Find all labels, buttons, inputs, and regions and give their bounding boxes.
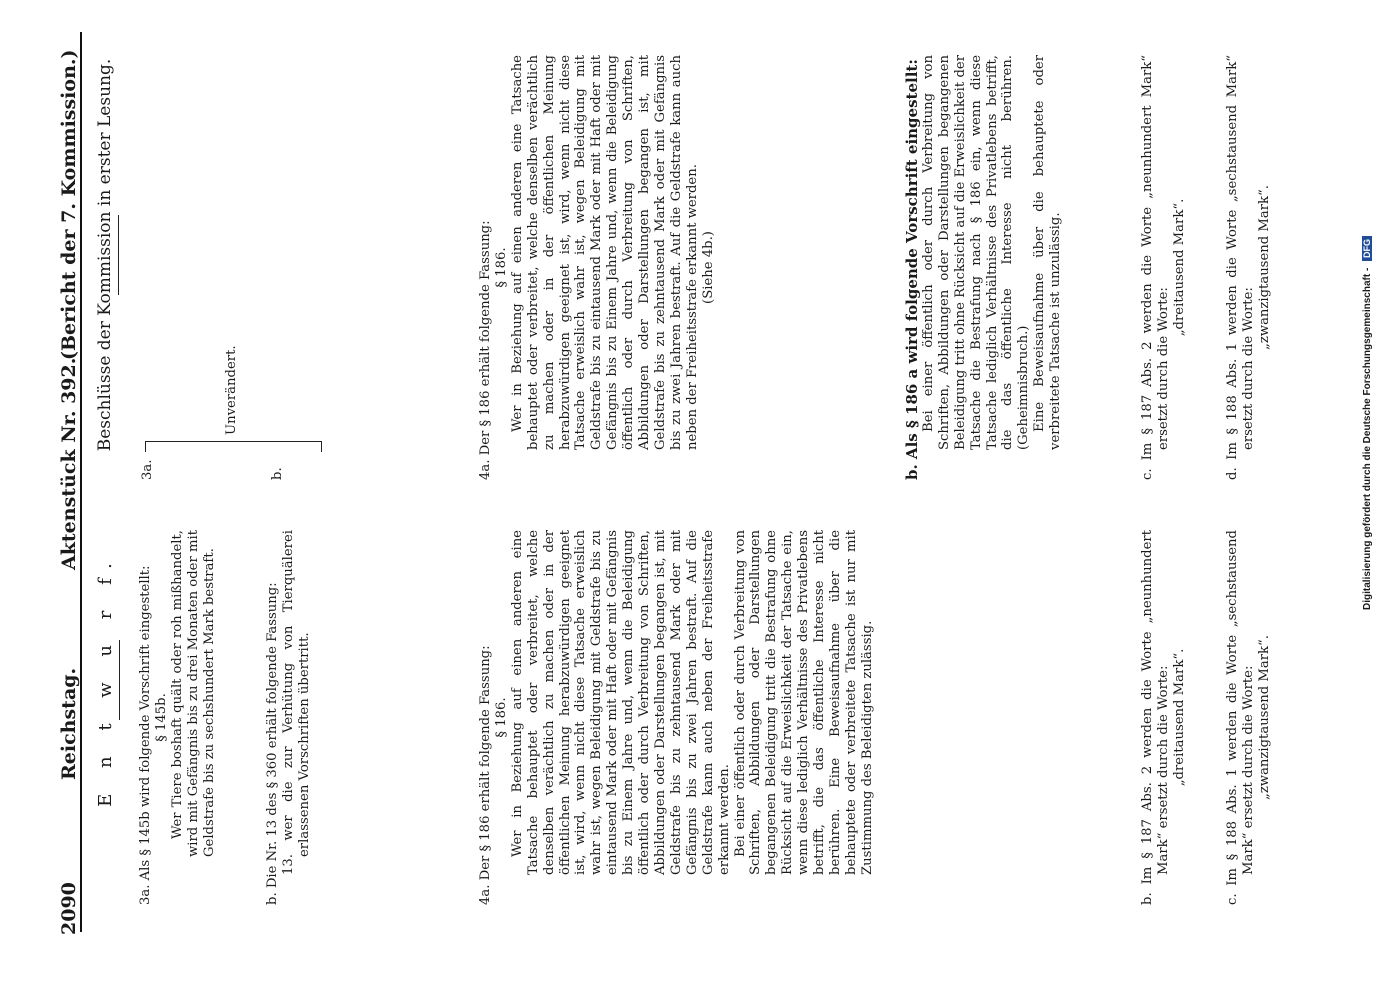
right-label-b: b. bbox=[270, 467, 285, 480]
right-section-b-text-2: Eine Beweisaufnahme über die behauptete oder verbreitete Tatsache ist unzulässig. bbox=[1032, 55, 1064, 450]
section-c188-text: c. Im § 188 Abs. 1 werden die Worte „sechstausend Mark“ ersetzt durch die Worte: bbox=[1225, 530, 1256, 905]
section-b-heading: b. Die Nr. 13 des § 360 erhält folgende Fassung: bbox=[265, 582, 280, 905]
right-section-d188-quote: „zwanzigtausend Mark“. bbox=[1256, 185, 1272, 350]
left-section-4a bbox=[478, 530, 876, 905]
section-b187-text: b. Im § 187 Abs. 2 werden die Worte „neunhundert Mark“ ersetzt durch die Worte: bbox=[1140, 530, 1171, 905]
dfg-note bbox=[1362, 0, 1382, 1000]
reichstag-label: Reichstag. bbox=[58, 667, 80, 780]
dfg-logo: DFG bbox=[1362, 236, 1372, 261]
section-3a-heading: 3a. Als § 145b wird folgende Vorschrift eingestellt: bbox=[138, 565, 153, 905]
aktenstueck-label: Aktenstück Nr. 392. bbox=[58, 357, 80, 570]
page-number: 2090 bbox=[58, 882, 80, 935]
right-section-c187-quote: „dreitausend Mark“. bbox=[1171, 198, 1187, 337]
para-186-text-1: Wer in Beziehung auf einen anderen eine Tatsache behauptet oder verbreitet, welche denselben verächtlich zu machen oder in der öffentlichen Meinung herabzuwürdigen geeignet ist, wird, wenn nicht diese Tatsache erweislich wahr ist, wegen Beleidigung mit Geldstrafe bis zu eintausend Mark oder mit Haft oder mit Gefängnis bis zu Einem Jahre und, wenn die Beleidigung öffentlich oder durch Verbreitung von Schriften, Abbildungen oder Darstellungen begangen ist, mit Geldstrafe bis zu zehntausend Mark oder mit Gefängnis bis zu zwei Jahren bestraft. Auf die Geldstrafe kann auch neben der Freiheitsstrafe erkannt werden. bbox=[509, 530, 732, 875]
bericht-label: (Bericht der 7. Kommission.) bbox=[58, 49, 80, 360]
para-145b-text: Wer Tiere boshaft quält oder roh mißhandelt, wird mit Gefängnis bis zu drei Monaten oder mit Geldstrafe bis zu sechshundert Mark bestraft. bbox=[169, 530, 217, 857]
right-section-b bbox=[905, 55, 1064, 480]
left-section-3a bbox=[138, 530, 218, 905]
right-section-d188-text: d. Im § 188 Abs. 1 werden die Worte „sechstausend Mark“ ersetzt durch die Worte: bbox=[1225, 55, 1256, 480]
right-para-186-text: Wer in Beziehung auf einen anderen eine Tatsache behauptet oder verbreitet, welche denselben verächtlich zu machen oder in der öffentlichen Meinung herabzuwürdigen geeignet ist, wird, wenn nicht diese Tatsache erweislich wahr ist, wegen Beleidigung mit Geldstrafe bis zu eintausend Mark oder mit Haft oder mit Gefängnis bis zu Einem Jahre und, wenn die Beleidigung öffentlich oder durch Verbreitung von Schriften, Abbildungen oder Darstellungen begangen ist, mit Geldstrafe bis zu zehntausend Mark oder mit Gefängnis bis zu zwei Jahren bestraft. Auf die Geldstrafe kann auch neben der Freiheitsstrafe erkannt werden. bbox=[509, 55, 700, 450]
para-145b: § 145b. bbox=[153, 693, 169, 742]
right-label-3a: 3a. bbox=[140, 459, 155, 480]
right-section-4a bbox=[478, 55, 717, 480]
dfg-note-text: Digitalisierung gefördert durch die Deutsche Forschungsgemeinschaft - bbox=[1362, 267, 1373, 610]
right-para-186: § 186. bbox=[493, 247, 509, 288]
unchanged-label: Unverändert. bbox=[224, 345, 239, 435]
right-section-c187-text: c. Im § 187 Abs. 2 werden die Worte „neunhundert Mark“ ersetzt durch die Worte: bbox=[1140, 55, 1171, 480]
right-section-d188 bbox=[1225, 55, 1273, 480]
right-section-b-text-1: Bei einer öffentlich oder durch Verbreitung von Schriften, Abbildungen oder Darstellungen begangenen Beleidigung tritt ohne Rücksicht auf die Erweislichkeit der Tatsache die Bestrafung nach § 186 ein, wenn diese Tatsache lediglich Verhältnisse des Privatlebens betrifft, die das öffentliche Interesse nicht berühren. (Geheimnisbruch.) bbox=[920, 55, 1032, 450]
left-section-b187 bbox=[1140, 530, 1188, 905]
left-section-b bbox=[265, 530, 313, 905]
section-b-text: 13. wer die zur Verhütung von Tierquälerei erlassenen Vorschriften übertritt. bbox=[280, 530, 312, 875]
section-c188-quote: „zwanzigtausend Mark“. bbox=[1256, 635, 1272, 800]
header-rule bbox=[80, 32, 82, 932]
unchanged-brace bbox=[145, 441, 322, 452]
right-heading: Beschlüsse der Kommission in erster Lesung. bbox=[95, 45, 119, 465]
left-heading: E n t w u r f. bbox=[95, 500, 120, 860]
right-section-c187 bbox=[1140, 55, 1188, 480]
right-para-186-ref: (Siehe 4b.) bbox=[700, 231, 716, 304]
left-section-c188 bbox=[1225, 530, 1273, 905]
right-section-4a-heading: 4a. Der § 186 erhält folgende Fassung: bbox=[478, 220, 493, 480]
para-186-text-2: Bei einer öffentlich oder durch Verbreitung von Schriften, Abbildungen oder Darstellungen begangenen Beleidigung tritt die Bestrafung ohne Rücksicht auf die Erweislichkeit der Tatsache ein, wenn diese lediglich Verhältnisse des Privatlebens betrifft, die das öffentliche Interesse nicht berühren. Eine Beweisaufnahme über die behauptete oder verbreitete Tatsache ist nur mit Zustimmung des Beleidigten zulässig. bbox=[732, 530, 875, 875]
para-186: § 186. bbox=[493, 697, 509, 738]
right-section-b-heading: b. Als § 186 a wird folgende Vorschrift eingestellt: bbox=[903, 59, 921, 480]
section-b187-quote: „dreitausend Mark“. bbox=[1171, 648, 1187, 787]
section-4a-heading: 4a. Der § 186 erhält folgende Fassung: bbox=[478, 645, 493, 905]
